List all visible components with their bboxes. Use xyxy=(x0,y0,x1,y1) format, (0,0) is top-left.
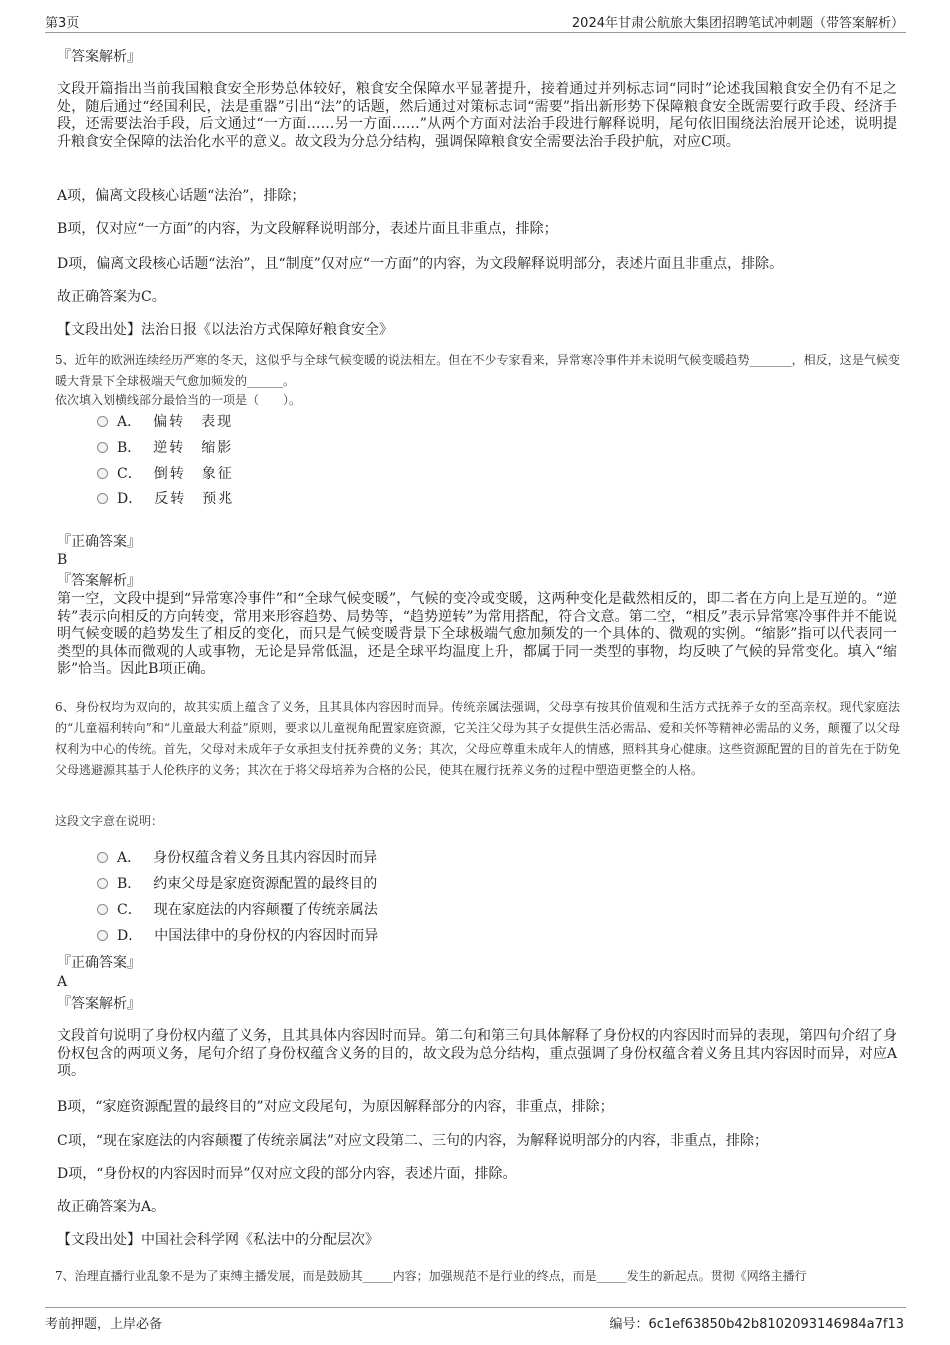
q6-option-c[interactable]: C． 现在家庭法的内容颠覆了传统亲属法 xyxy=(97,900,378,920)
q4-analysis-text: 文段开篇指出当前我国粮食安全形势总体较好，粮食安全保障水平显著提升，接着通过并列标志词“同时”论述我国粮食安全仍有不足之处，随后通过“经国利民，法是重器”引出“法”的话题，然后通过对策标志词“需要”指出新形势下保障粮食安全既需要行政手段、经济手段，还需要法治手段，后文通过“一方面……另一方面……”从两个方面对法治手段进行解释说明，尾句依旧围绕法治展开论述，说明提升粮食安全保障的法治化水平的意义。故文段为分总分结构，强调保障粮食安全需要法治手段护航，对应C项。 xyxy=(57,81,897,150)
q4-option-a-note: A项，偏离文段核心话题“法治”，排除； xyxy=(57,188,306,204)
q6-answer-label: 『正确答案』 xyxy=(57,955,141,971)
radio-button-icon[interactable] xyxy=(97,904,108,915)
q5-prompt: 依次填入划横线部分最恰当的一项是（ ）。 xyxy=(55,393,302,407)
q4-analysis-label: 『答案解析』 xyxy=(57,49,141,65)
q6-source: 【文段出处】中国社会科学网《私法中的分配层次》 xyxy=(57,1232,379,1248)
q5-answer-label: 『正确答案』 xyxy=(57,534,141,550)
radio-button-icon[interactable] xyxy=(97,468,108,479)
q6-option-d[interactable]: D． 中国法律中的身份权的内容因时而异 xyxy=(97,926,378,946)
page-number: 第3页 xyxy=(45,16,80,31)
q6-option-a[interactable]: A． 身份权蕴含着义务且其内容因时而异 xyxy=(97,848,377,868)
q5-question: 5、近年的欧洲连续经历严寒的冬天，这似乎与全球气候变暖的说法相左。但在不少专家看来，异常寒冷事件并未说明气候变暖趋势_______，相反，这是气候变暖大背景下全球极端天气愈加频发的______。 xyxy=(55,353,900,388)
radio-button-icon[interactable] xyxy=(97,930,108,941)
q6-prompt: 这段文字意在说明： xyxy=(55,814,164,828)
q6-option-b-note: B项，“家庭资源配置的最终目的”对应文段尾句，为原因解释部分的内容，非重点，排除； xyxy=(57,1099,614,1115)
radio-button-icon[interactable] xyxy=(97,852,108,863)
q5-analysis-text: 第一空，文段中提到“异常寒冷事件”和“全球气候变暖”，气候的变冷或变暖，这两种变化是截然相反的，即二者在方向上是互逆的。“逆转”表示向相反的方向转变，常用来形容趋势、局势等，“趋势逆转”为常用搭配，符合文意。第二空，“相反”表示异常寒冷事件并不能说明气候变暖的趋势发生了相反的变化，而只是气候变暖背景下全球极端气愈加频发的一个具体的、微观的实例。“缩影”指可以代表同一类型的具体而微观的人或事物，无论是异常低温，还是全球平均温度上升，都属于同一类型的事物，均反映了气候的异常变化。填入“缩影”恰当。因此B项正确。 xyxy=(57,591,897,677)
q6-option-d-note: D项，“身份权的内容因时而异”仅对应文段的部分内容，表述片面，排除。 xyxy=(57,1166,517,1182)
q6-question: 6、身份权均为双向的，故其实质上蕴含了义务，且其具体内容因时而异。传统亲属法强调，父母享有按其价值观和生活方式抚养子女的至高亲权。现代家庭法的“儿童福利转向”和“儿童最大利益”原则，要求以儿童视角配置家庭资源，它关注父母为其子女提供生活必需品、爱和关怀等精神必需品的义务，颠覆了以父母权利为中心的传统。首先，父母对未成年子女承担支付抚养费的义务；其次，父母应尊重未成年人的情感，照料其身心健康。这些资源配置的目的首先在于防免父母逃避源其基于人伦秩序的义务；其次在于将父母培养为合格的公民，使其在履行抚养义务的过程中塑造更整全的人格。 xyxy=(55,700,900,777)
q6-answer: A xyxy=(57,974,68,990)
q6-conclusion: 故正确答案为A。 xyxy=(57,1199,166,1215)
q5-analysis-label: 『答案解析』 xyxy=(57,573,141,589)
q6-analysis-text: 文段首句说明了身份权内蕴了义务，且其具体内容因时而异。第二句和第三句具体解释了身份权的内容因时而异的表现，第四句介绍了身份权包含的两项义务，尾句介绍了身份权蕴含义务的目的，故文段为总分结构，重点强调了身份权蕴含着义务且其内容因时而异，对应A项。 xyxy=(57,1028,897,1079)
footer-divider xyxy=(45,1307,906,1308)
q5-answer: B xyxy=(57,552,68,568)
q4-option-d-note: D项，偏离文段核心话题“法治”，且“制度”仅对应“一方面”的内容，为文段解释说明部分，表述片面且非重点，排除。 xyxy=(57,256,784,272)
header-divider xyxy=(45,32,906,33)
page-header xyxy=(0,0,950,34)
q6-option-b[interactable]: B． 约束父母是家庭资源配置的最终目的 xyxy=(97,874,377,894)
radio-button-icon[interactable] xyxy=(97,416,108,427)
q4-option-b-note: B项，仅对应“一方面”的内容，为文段解释说明部分，表述片面且非重点，排除； xyxy=(57,221,558,237)
footer-slogan: 考前押题，上岸必备 xyxy=(45,1317,163,1332)
q4-conclusion: 故正确答案为C。 xyxy=(57,289,166,305)
q4-source: 【文段出处】法治日报《以法治方式保障好粮食安全》 xyxy=(57,322,393,338)
document-id: 编号：6c1ef63850b42b8102093146984a7f13 xyxy=(609,1317,904,1332)
q6-option-c-note: C项，“现在家庭法的内容颠覆了传统亲属法”对应文段第二、三句的内容，为解释说明部分的内容，非重点，排除； xyxy=(57,1133,769,1149)
document-title: 2024年甘肃公航旅大集团招聘笔试冲刺题（带答案解析） xyxy=(571,16,904,31)
q5-option-c[interactable]: C． 倒转 象征 xyxy=(97,464,234,484)
radio-button-icon[interactable] xyxy=(97,493,108,504)
radio-button-icon[interactable] xyxy=(97,442,108,453)
q7-question: 7、治理直播行业乱象不是为了束缚主播发展，而是鼓励其_____内容；加强规范不是行业的终点，而是_____发生的新起点。贯彻《网络主播行 xyxy=(55,1269,807,1283)
q5-option-d[interactable]: D． 反转 预兆 xyxy=(97,489,234,509)
radio-button-icon[interactable] xyxy=(97,878,108,889)
q5-option-b[interactable]: B． 逆转 缩影 xyxy=(97,438,233,458)
q6-analysis-label: 『答案解析』 xyxy=(57,996,141,1012)
q5-option-a[interactable]: A． 偏转 表现 xyxy=(97,412,233,432)
